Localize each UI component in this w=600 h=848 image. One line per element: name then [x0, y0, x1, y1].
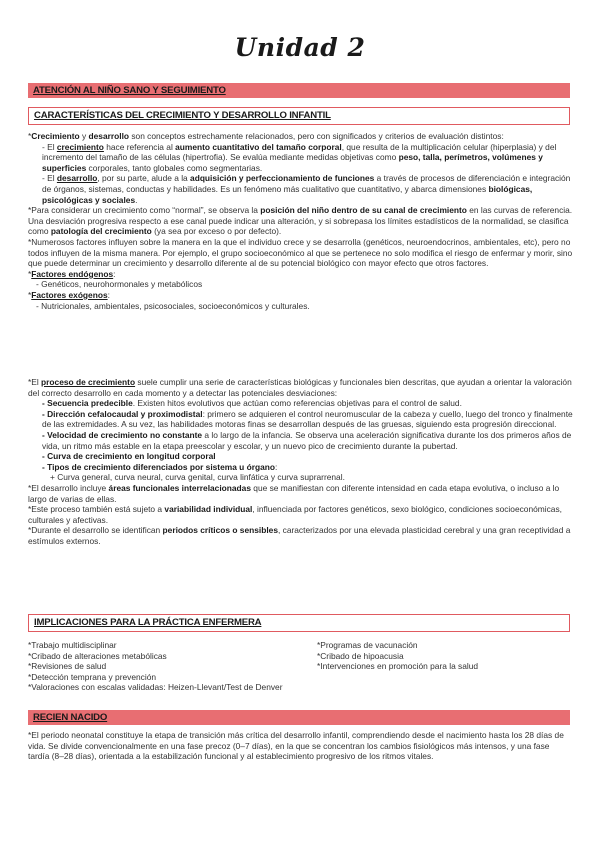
section-header-text: ATENCIÓN AL NIÑO SANO Y SEGUIMIENTO [33, 85, 226, 96]
section1-body-2 [28, 377, 573, 547]
paragraph: - Curva de crecimiento en longitud corporal [42, 451, 216, 462]
paragraph: *Para considerar un crecimiento como “normal”, se observa la posición del niño dentro de su canal de crecimiento en las curvas de referencia. Una desviación progresiva respecto a ese canal puede indicar una alteración, y si sobrepasa los límites estadísticos de la normalidad, se clasifica como patología del crecimiento (ya sea por exceso o por defecto). [28, 205, 573, 237]
list-item: *Trabajo multidisciplinar [28, 640, 117, 650]
section-header-text: IMPLICACIONES PARA LA PRÁCTICA ENFERMERA [34, 617, 262, 628]
paragraph: *Factores exógenos: [28, 289, 110, 300]
paragraph: - Nutricionales, ambientales, psicosociales, socioeconómicos y culturales. [36, 300, 310, 311]
paragraph: *Este proceso también está sujeto a variabilidad individual, influenciada por factores genéticos, sexo biológico, condiciones socioeconómicas, culturales y afectivas. [28, 504, 562, 525]
paragraph: - El crecimiento hace referencia al aumento cuantitativo del tamaño corporal, que resulta de la multiplicación celular (hiperplasia) y del incremento del tamaño de las células (hipertrofia). Se evalúa mediante medidas objetivas como peso, talla, perímetros, volúmenes y superficies corporales, tanto globales como segmentarias. [42, 141, 557, 173]
section-header-text: RECIEN NACIDO [33, 712, 108, 723]
paragraph: *El desarrollo incluye áreas funcionales interrelacionadas que se manifiestan con diferente intensidad en cada etapa evolutiva, o incluso a lo largo de varias de ellas. [28, 482, 560, 504]
paragraph: *El proceso de crecimiento suele cumplir una serie de características biológicas y funcionales bien descritas, que ayudan a orientar la valoración del correcto desarrollo en cada momento y a detectar las potenciales desviaciones: [28, 377, 572, 398]
list-item: *Cribado de hipoacusia [317, 650, 404, 661]
list-item: *Revisiones de salud [28, 661, 107, 672]
section-header-implicaciones [28, 614, 570, 632]
paragraph: *Factores endógenos: [28, 268, 116, 279]
section-header-atencion [28, 83, 570, 98]
paragraph: *El periodo neonatal constituye la etapa de transición más crítica del desarrollo infantil, comprendiendo desde el nacimiento hasta los 28 días de vida. Se divide convencionalmente en una fase precoz (0–7 días), en la que se concentran los cambios fisiológicos más intensos, y una fase tardía (8–28 días), orientada a la estabilización funcional y al establecimiento progresivo de los ritmos vitales. [28, 730, 564, 762]
subsection-header-text: CARACTERÍSTICAS DEL CRECIMIENTO Y DESARROLLO INFANTIL [34, 110, 331, 121]
paragraph: *Durante el desarrollo se identifican periodos críticos o sensibles, caracterizados por una elevada plasticidad cerebral y una gran receptividad a estímulos externos. [28, 525, 571, 546]
paragraph: + Curva general, curva neural, curva genital, curva linfática y curva suprarrenal. [50, 472, 345, 483]
paragraph: - Dirección cefalocaudal y proximodistal: primero se adquieren el control neuromuscular de la cabeza y cuello, luego del tronco y finalmente de las extremidades. A su vez, las habilidades motoras finas se desarrollan después de las gruesas, siguiendo esta progresión direccional. [42, 408, 573, 430]
section1-body [28, 131, 573, 311]
list-item: *Programas de vacunación [317, 640, 418, 650]
implicaciones-right-column [317, 640, 478, 672]
page-title: Unidad 2 [234, 33, 366, 62]
subsection-header-caracteristicas [28, 107, 570, 125]
paragraph: *Crecimiento y desarrollo son conceptos estrechamente relacionados, pero con significados y criterios de evaluación distintos: [28, 131, 504, 141]
paragraph: - Genéticos, neurohormonales y metabólicos [36, 279, 203, 290]
section3-body [28, 730, 573, 762]
section-header-recien-nacido [28, 710, 570, 725]
list-item: *Detección temprana y prevención [28, 671, 157, 682]
paragraph: - Velocidad de crecimiento no constante a lo largo de la infancia. Se observa una aceleración significativa durante los dos primeros años de vida, un ritmo más estable en la etapa preescolar y escolar, y un nuevo pico de crecimiento durante la pubertad. [42, 429, 572, 451]
implicaciones-left-column [28, 640, 283, 693]
list-item: *Cribado de alteraciones metabólicas [28, 650, 167, 661]
list-item: *Valoraciones con escalas validadas: Heizen-Llevant/Test de Denver [28, 682, 283, 693]
list-item: *Intervenciones en promoción para la salud [317, 661, 479, 672]
paragraph: - Tipos de crecimiento diferenciados por sistema u órgano: [42, 461, 278, 472]
paragraph: - El desarrollo, por su parte, alude a la adquisición y perfeccionamiento de funciones a través de procesos de diferenciación e integración de órganos, sistemas, conductas y habilidades. Es un fenómeno más cualitativo que cuantitativo, y abarca dimensiones biológicas, psicológicas y sociales. [42, 173, 571, 205]
paragraph: *Numerosos factores influyen sobre la manera en la que el individuo crece y se desarrolla (genéticos, neuroendocrinos, ambientales, etc), pero no todos influyen de la misma manera. Por ejemplo, el grupo socioeconómico al que se pertenece no solo modifica el riesgo de enfermar y morir, sino que puede determinar un crecimiento y desarrollo diferente al de su potencial biológico con mayor efecto que otros factores. [28, 236, 573, 269]
paragraph: - Secuencia predecible. Existen hitos evolutivos que actúan como referencias objetivas para el control de salud. [42, 398, 462, 409]
